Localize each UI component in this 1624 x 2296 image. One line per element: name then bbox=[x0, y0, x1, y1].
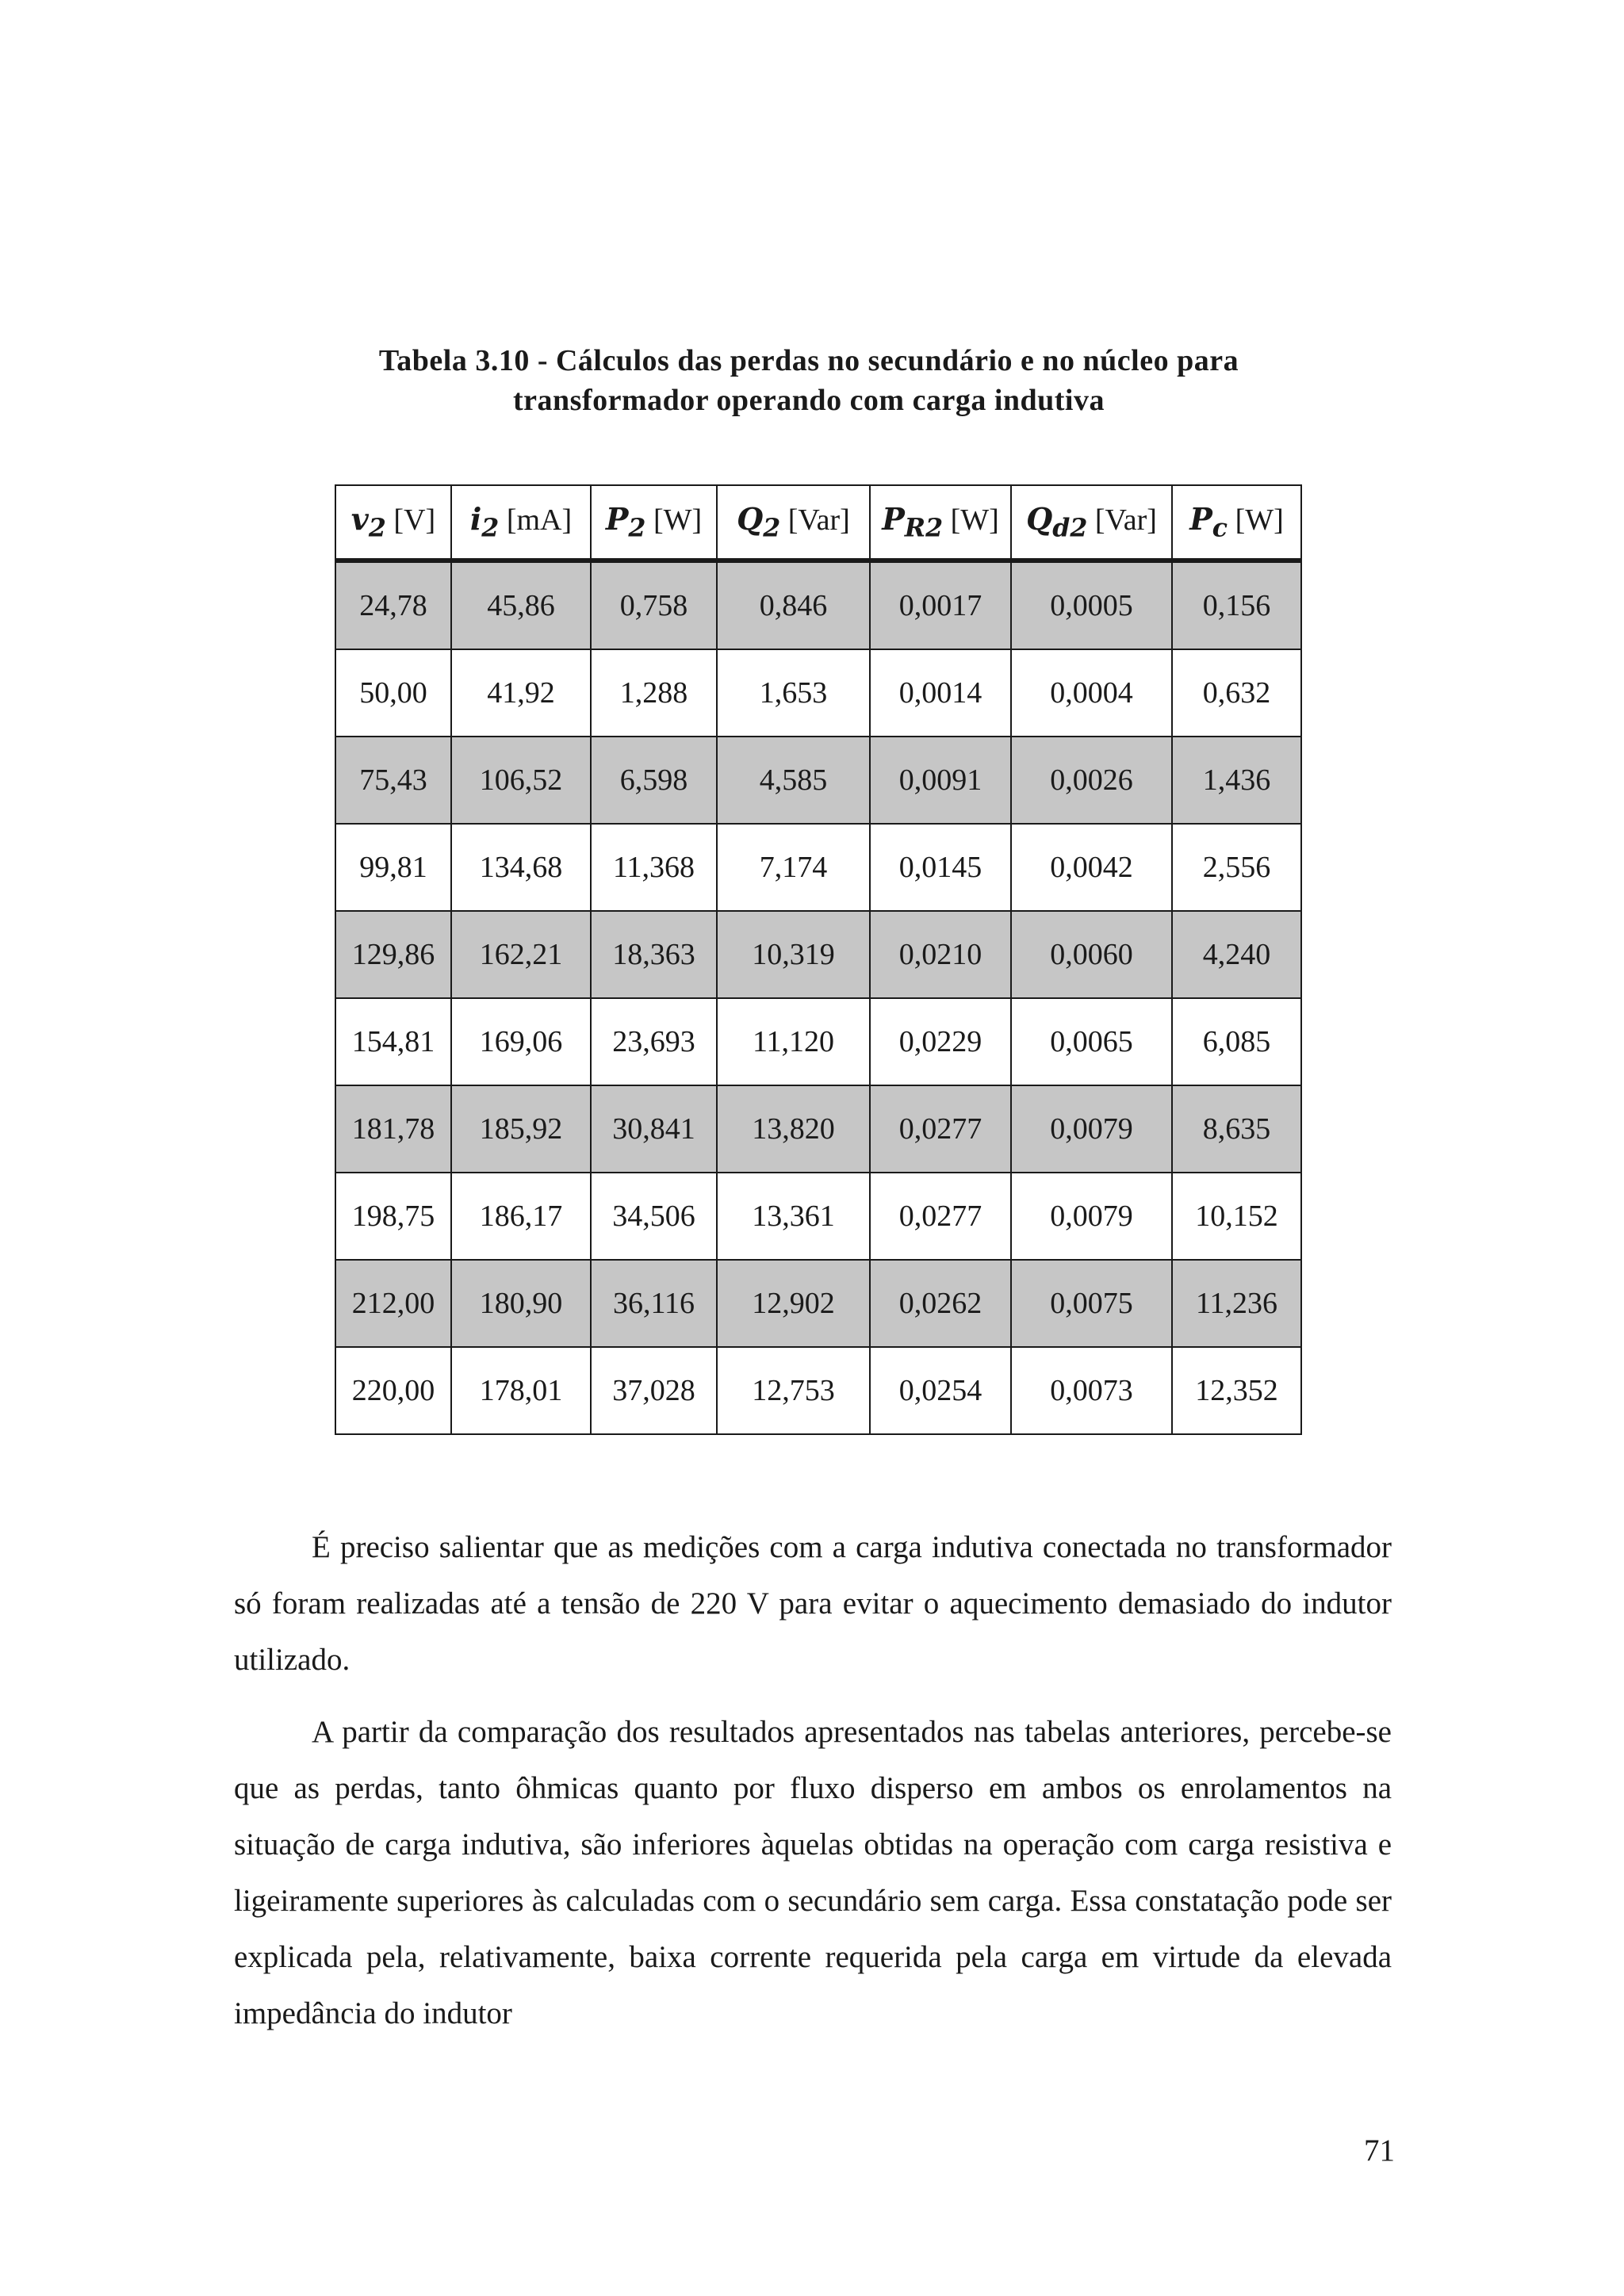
table-cell: 154,81 bbox=[335, 998, 451, 1085]
table-cell: 12,902 bbox=[717, 1260, 870, 1347]
body-paragraph-2: A partir da comparação dos resultados apresentados nas tabelas anteriores, percebe-se que as perdas, tanto ôhmicas quanto por fluxo disperso em ambos os enrolamentos na situação de carga indutiva, são inferiores àquelas obtidas na operação com carga resistiva e ligeiramente superiores às calculadas com o secundário sem carga. Essa constatação pode ser explicada pela, relativamente, baixa corrente requerida pela carga em virtude da elevada impedância do indutor bbox=[234, 1715, 1392, 2030]
column-header-subscript: 2 bbox=[763, 513, 781, 543]
table-cell: 0,0277 bbox=[870, 1085, 1011, 1173]
column-header bbox=[1172, 485, 1301, 561]
table-cell: 45,86 bbox=[451, 561, 591, 649]
table-cell: 12,753 bbox=[717, 1347, 870, 1434]
table-cell: 99,81 bbox=[335, 824, 451, 911]
column-header-symbol: P bbox=[882, 501, 905, 538]
table-cell: 11,120 bbox=[717, 998, 870, 1085]
table-cell: 181,78 bbox=[335, 1085, 451, 1173]
table-cell: 12,352 bbox=[1172, 1347, 1301, 1434]
table-row bbox=[335, 649, 1301, 737]
table-cell: 2,556 bbox=[1172, 824, 1301, 911]
table-cell: 134,68 bbox=[451, 824, 591, 911]
column-header-symbol: P bbox=[605, 501, 629, 538]
table-cell: 0,0042 bbox=[1011, 824, 1172, 911]
table-cell: 4,585 bbox=[717, 737, 870, 824]
table-cell: 0,0079 bbox=[1011, 1173, 1172, 1260]
table-cell: 10,152 bbox=[1172, 1173, 1301, 1260]
column-header-subscript: c bbox=[1212, 513, 1228, 543]
table-cell: 162,21 bbox=[451, 911, 591, 998]
table-cell: 0,0005 bbox=[1011, 561, 1172, 649]
table-cell: 11,236 bbox=[1172, 1260, 1301, 1347]
column-header bbox=[591, 485, 717, 561]
table-cell: 36,116 bbox=[591, 1260, 717, 1347]
page-number: 71 bbox=[1364, 2133, 1395, 2168]
table-cell: 0,0254 bbox=[870, 1347, 1011, 1434]
table-row bbox=[335, 911, 1301, 998]
loss-calculation-table bbox=[335, 484, 1302, 1435]
table-cell: 0,0262 bbox=[870, 1260, 1011, 1347]
table-cell: 212,00 bbox=[335, 1260, 451, 1347]
column-header bbox=[1011, 485, 1172, 561]
table-cell: 1,436 bbox=[1172, 737, 1301, 824]
table-cell: 34,506 bbox=[591, 1173, 717, 1260]
table-cell: 0,758 bbox=[591, 561, 717, 649]
table-cell: 185,92 bbox=[451, 1085, 591, 1173]
table-cell: 6,085 bbox=[1172, 998, 1301, 1085]
column-header-unit: [mA] bbox=[499, 503, 573, 538]
table-cell: 18,363 bbox=[591, 911, 717, 998]
column-header-unit: [W] bbox=[1228, 503, 1284, 538]
table-cell: 186,17 bbox=[451, 1173, 591, 1260]
table-row bbox=[335, 998, 1301, 1085]
column-header bbox=[451, 485, 591, 561]
table-cell: 0,156 bbox=[1172, 561, 1301, 649]
table-cell: 6,598 bbox=[591, 737, 717, 824]
column-header-subscript: 2 bbox=[481, 513, 500, 543]
table-cell: 0,0065 bbox=[1011, 998, 1172, 1085]
table-cell: 75,43 bbox=[335, 737, 451, 824]
table-row bbox=[335, 824, 1301, 911]
table-cell: 0,0091 bbox=[870, 737, 1011, 824]
column-header-unit: [Var] bbox=[1087, 503, 1157, 538]
table-cell: 41,92 bbox=[451, 649, 591, 737]
column-header-subscript: R2 bbox=[904, 513, 944, 543]
table-cell: 0,0060 bbox=[1011, 911, 1172, 998]
table-cell: 129,86 bbox=[335, 911, 451, 998]
table-cell: 13,820 bbox=[717, 1085, 870, 1173]
table-body bbox=[335, 561, 1301, 1434]
table-row bbox=[335, 1173, 1301, 1260]
table-cell: 0,0017 bbox=[870, 561, 1011, 649]
body-paragraph-1: É preciso salientar que as medições com a carga indutiva conectada no transformador só foram realizadas até a tensão de 220 V para evitar o aquecimento demasiado do indutor utilizado. bbox=[234, 1530, 1392, 1677]
table-cell: 178,01 bbox=[451, 1347, 591, 1434]
table-cell: 0,0026 bbox=[1011, 737, 1172, 824]
table-cell: 0,0229 bbox=[870, 998, 1011, 1085]
table-cell: 1,653 bbox=[717, 649, 870, 737]
table-cell: 0,846 bbox=[717, 561, 870, 649]
table-cell: 180,90 bbox=[451, 1260, 591, 1347]
table-cell: 0,632 bbox=[1172, 649, 1301, 737]
table-cell: 169,06 bbox=[451, 998, 591, 1085]
column-header-unit: [W] bbox=[943, 503, 999, 538]
table-cell: 0,0073 bbox=[1011, 1347, 1172, 1434]
column-header-symbol: Q bbox=[1026, 501, 1053, 538]
table-caption-line-2: transformador operando com carga indutiva bbox=[513, 384, 1105, 417]
table-cell: 13,361 bbox=[717, 1173, 870, 1260]
column-header-symbol: v bbox=[350, 501, 369, 538]
table-row bbox=[335, 737, 1301, 824]
table-cell: 0,0210 bbox=[870, 911, 1011, 998]
table-cell: 106,52 bbox=[451, 737, 591, 824]
column-header-subscript: 2 bbox=[628, 513, 646, 543]
table-row bbox=[335, 1347, 1301, 1434]
table-cell: 7,174 bbox=[717, 824, 870, 911]
table-cell: 37,028 bbox=[591, 1347, 717, 1434]
table-cell: 10,319 bbox=[717, 911, 870, 998]
table-cell: 0,0014 bbox=[870, 649, 1011, 737]
table-cell: 0,0004 bbox=[1011, 649, 1172, 737]
table-cell: 1,288 bbox=[591, 649, 717, 737]
table-row bbox=[335, 1260, 1301, 1347]
column-header-symbol: Q bbox=[737, 501, 764, 538]
table-cell: 0,0277 bbox=[870, 1173, 1011, 1260]
column-header bbox=[870, 485, 1011, 561]
column-header-subscript: 2 bbox=[368, 513, 386, 543]
column-header bbox=[335, 485, 451, 561]
table-caption bbox=[238, 341, 1380, 420]
table-row bbox=[335, 1085, 1301, 1173]
table-cell: 198,75 bbox=[335, 1173, 451, 1260]
table-cell: 50,00 bbox=[335, 649, 451, 737]
table-cell: 30,841 bbox=[591, 1085, 717, 1173]
column-header-subscript: d2 bbox=[1052, 513, 1088, 543]
table-cell: 24,78 bbox=[335, 561, 451, 649]
column-header-unit: [V] bbox=[385, 503, 436, 538]
table-cell: 0,0075 bbox=[1011, 1260, 1172, 1347]
column-header-unit: [Var] bbox=[780, 503, 850, 538]
column-header bbox=[717, 485, 870, 561]
table-cell: 11,368 bbox=[591, 824, 717, 911]
table-cell: 0,0145 bbox=[870, 824, 1011, 911]
table-row bbox=[335, 561, 1301, 649]
column-header-symbol: i bbox=[469, 501, 482, 538]
table-cell: 23,693 bbox=[591, 998, 717, 1085]
table-cell: 0,0079 bbox=[1011, 1085, 1172, 1173]
table-caption-line-1: Tabela 3.10 - Cálculos das perdas no secundário e no núcleo para bbox=[378, 344, 1239, 377]
table-cell: 4,240 bbox=[1172, 911, 1301, 998]
column-header-symbol: P bbox=[1189, 501, 1212, 538]
table-cell: 220,00 bbox=[335, 1347, 451, 1434]
column-header-unit: [W] bbox=[645, 503, 703, 538]
table-cell: 8,635 bbox=[1172, 1085, 1301, 1173]
table-header-row bbox=[335, 485, 1301, 561]
